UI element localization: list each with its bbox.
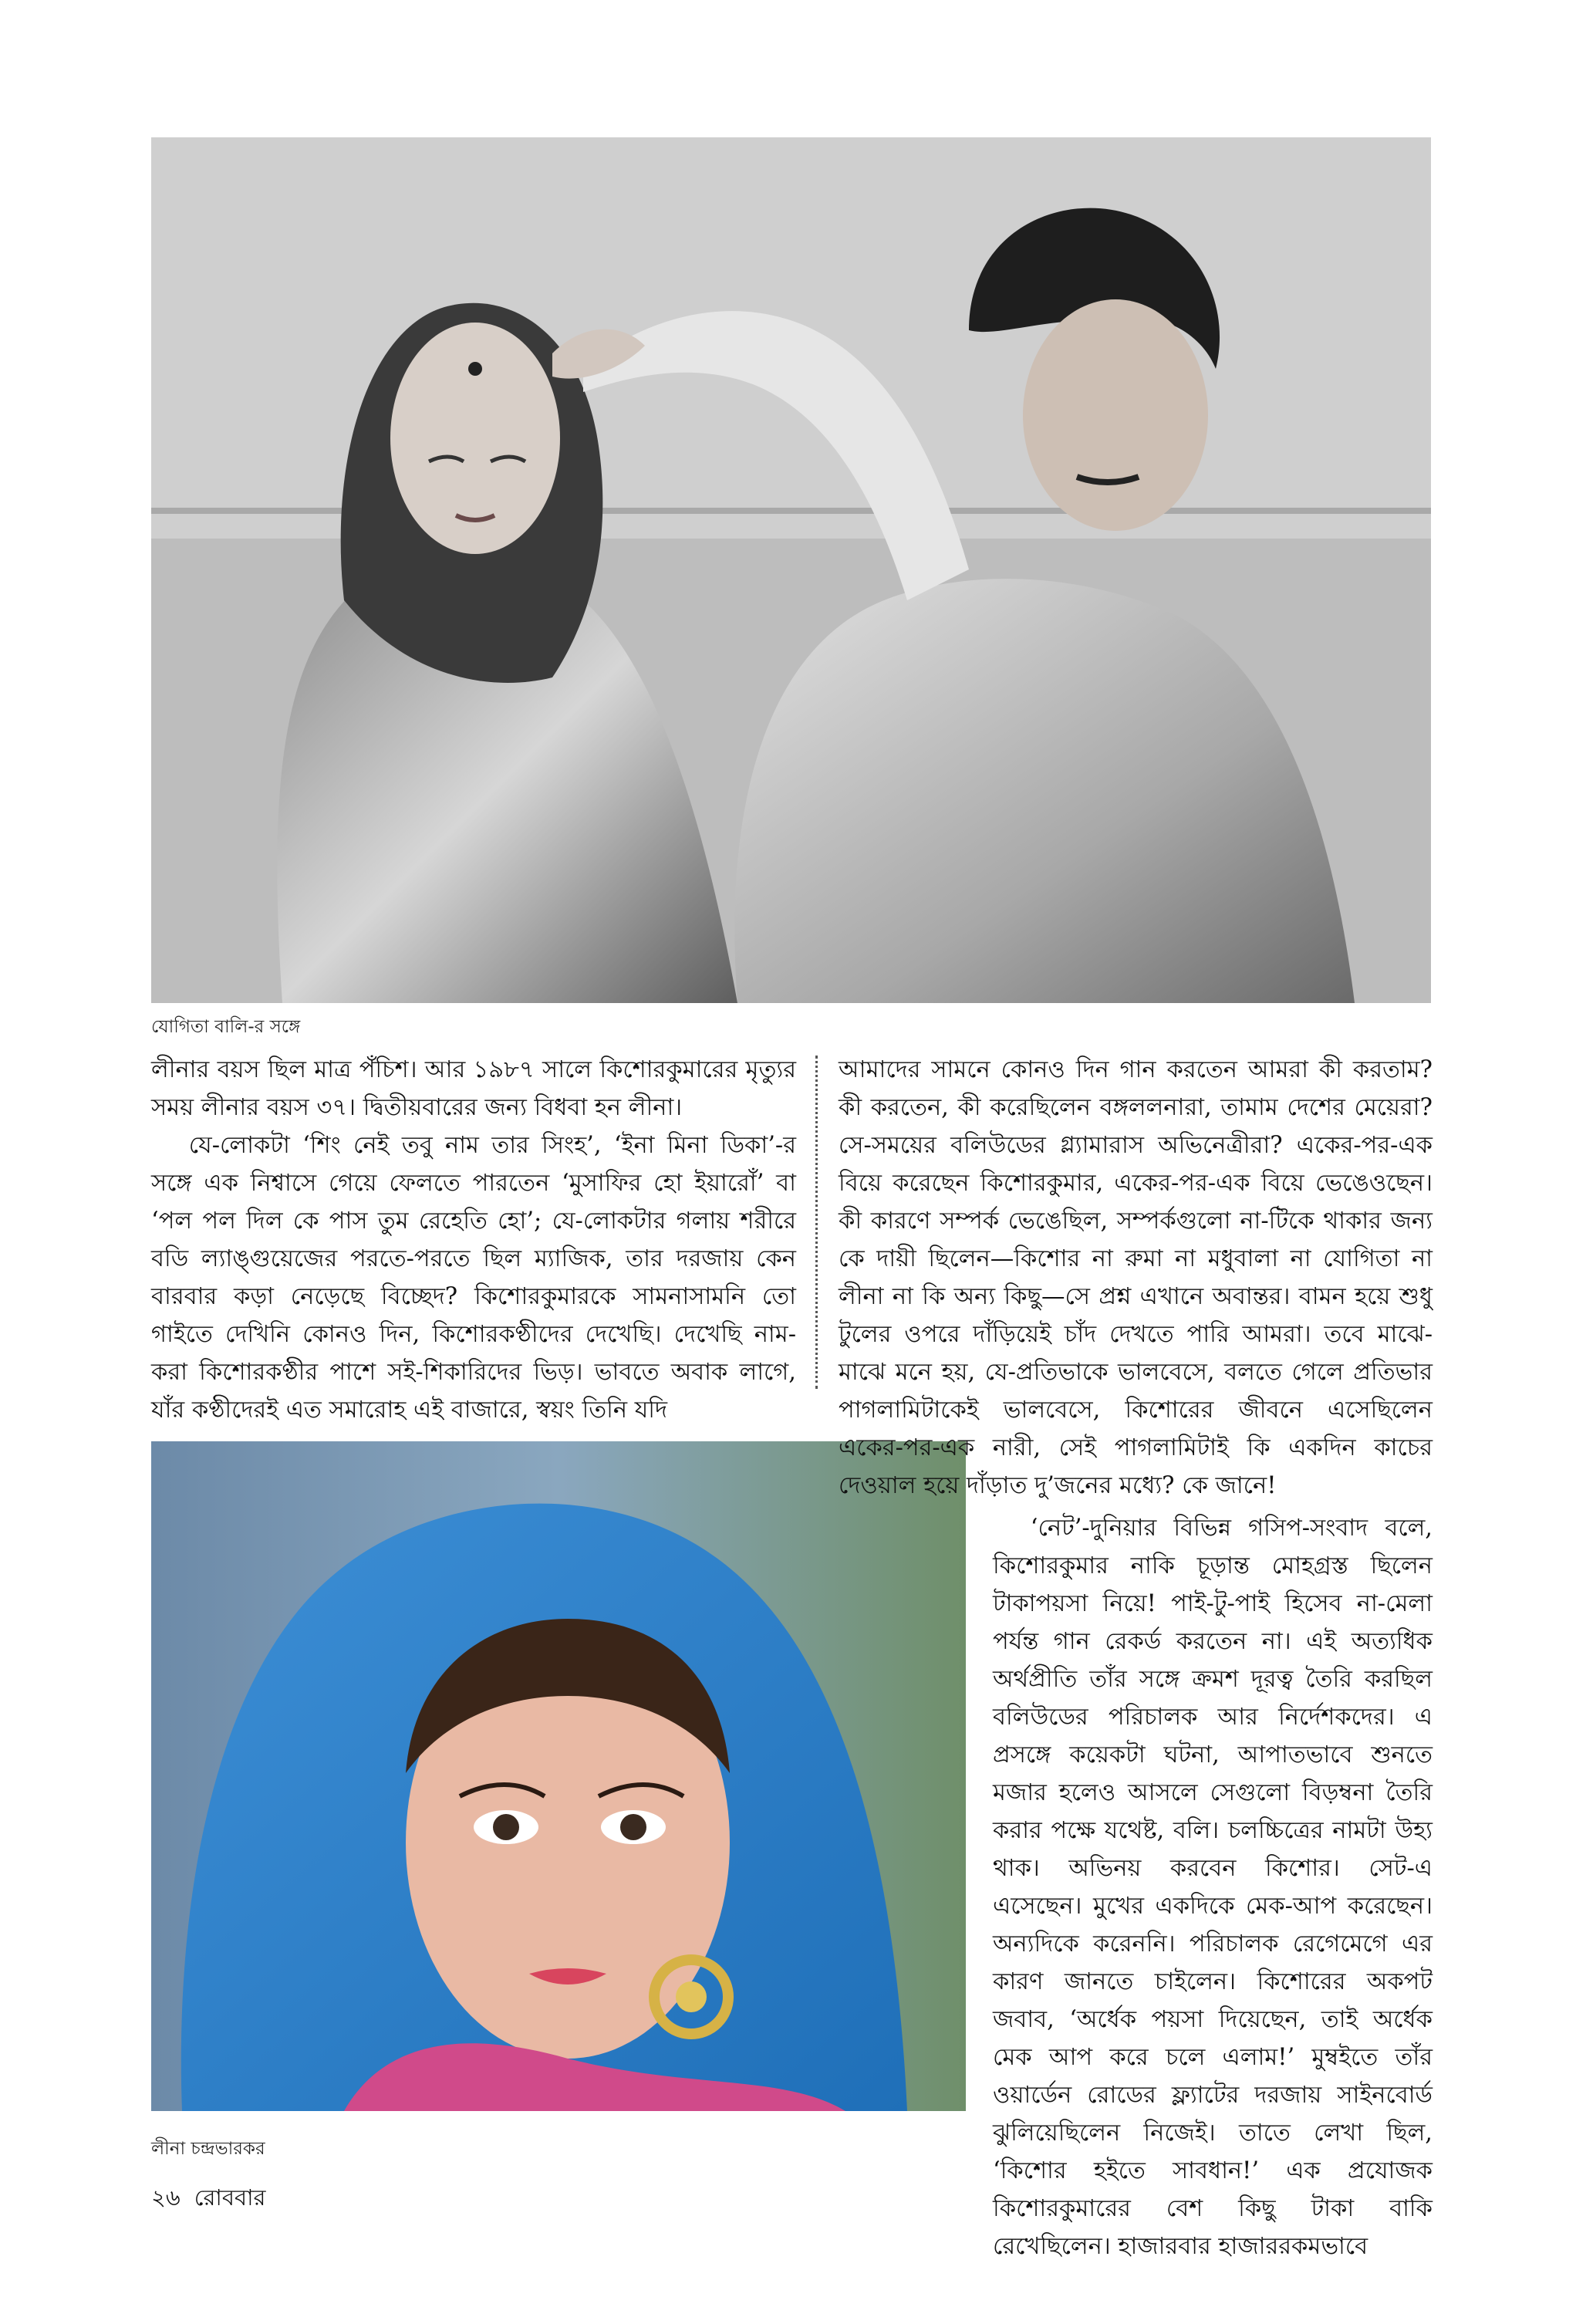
column-divider (815, 1056, 818, 1389)
left-paragraph-2: যে-লোকটা ‘শিং নেই তবু নাম তার সিংহ’, ‘ইনা মিনা ডিকা’-র সঙ্গে এক নিশ্বাসে গেয়ে ফেলতে পারতেন ‘মুসাফির হো ইয়ারোঁ’ বা ‘পল পল দিল কে পাস তুম রেহেতি হো’; যে-লোকটার গলায় শরীরে বডি ল্যাঙ্গুয়েজের পরতে-পরতে ছিল ম্যাজিক, তার দরজায় কেন বারবার কড়া নেড়েছে বিচ্ছেদ? কিশোরকুমারকে সামনাসামনি তো গাইতে দেখিনি কোনও দিন, কিশোরকণ্ঠীদের দেখেছি। দেখেছি নাম-করা কিশোরকণ্ঠীর পাশে সই-শিকারিদের ভিড়। ভাবতে অবাক লাগে, যাঁর কণ্ঠীদেরই এত সমারোহ এই বাজারে, স্বয়ং তিনি যদি (151, 1132, 796, 1424)
magazine-name: রোববার (194, 2184, 266, 2211)
top-photo (151, 137, 1431, 1003)
photo-portrait-color (151, 1441, 966, 2111)
bottom-photo-caption: লীনা চন্দ্রভারকর (151, 2139, 265, 2159)
article-left-column (151, 1051, 796, 1429)
article-right-column-lower (993, 1509, 1433, 2265)
right-paragraph-2: ‘নেট’-দুনিয়ার বিভিন্ন গসিপ-সংবাদ বলে, কিশোরকুমার নাকি চূড়ান্ত মোহগ্রস্ত ছিলেন টাকাপয়সা নিয়ে! পাই-টু-পাই হিসেব না-মেলা পর্যন্ত গান রেকর্ড করতেন না। এই অত্যধিক অর্থপ্রীতি তাঁর সঙ্গে ক্রমশ দূরত্ব তৈরি করছিল বলিউডের পরিচালক আর নির্দেশকদের। এ প্রসঙ্গে কয়েকটা ঘটনা, আপাতভাবে শুনতে মজার হলেও আসলে সেগুলো বিড়ম্বনা তৈরি করার পক্ষে যথেষ্ট, বলি। চলচ্চিত্রের নামটা উহ্য থাক। অভিনয় করবেন কিশোর। সেট-এ এসেছেন। মুখের একদিকে মেক-আপ করেছেন। অন্যদিকে করেননি। পরিচালক রেগেমেগে এর কারণ জানতে চাইলেন। কিশোরের অকপট জবাব, ‘অর্ধেক পয়সা দিয়েছেন, তাই অর্ধেক মেক আপ করে চলে এলাম!’ মুম্বইতে তাঁর ওয়ার্ডেন রোডের ফ্ল্যাটের দরজায় সাইনবোর্ড ঝুলিয়েছিলেন নিজেই। তাতে লেখা ছিল, ‘কিশোর হইতে সাবধান!’ এক প্রযোজক কিশোরকুমারের বেশ কিছু টাকা বাকি রেখেছিলেন। হাজারবার হাজাররকমভাবে (993, 1515, 1433, 2260)
top-photo-caption: যোগিতা বালি-র সঙ্গে (151, 1017, 301, 1037)
photo-couple-bw (151, 137, 1431, 1003)
bottom-photo (151, 1441, 966, 2111)
left-paragraph-1: লীনার বয়স ছিল মাত্র পঁচিশ। আর ১৯৮৭ সালে কিশোরকুমারের মৃত্যুর সময় লীনার বয়স ৩৭। দ্বিতীয়বারের জন্য বিধবা হন লীনা। (151, 1056, 796, 1121)
right-paragraph-1: আমাদের সামনে কোনও দিন গান করতেন আমরা কী করতাম? কী করতেন, কী করেছিলেন বঙ্গললনারা, তামাম দেশের মেয়েরা? সে-সময়ের বলিউডের গ্ল্যামারাস অভিনেত্রীরা? একের-পর-এক বিয়ে করেছেন কিশোরকুমার, একের-পর-এক বিয়ে ভেঙেওছেন। কী কারণে সম্পর্ক ভেঙেছিল, সম্পর্কগুলো না-টিকে থাকার জন্য কে দায়ী ছিলেন—কিশোর না রুমা না মধুবালা না যোগিতা না লীনা না কি অন্য কিছু—সে প্রশ্ন এখানে অবান্তর। বামন হয়ে শুধু টুলের ওপরে দাঁড়িয়েই চাঁদ দেখতে পারি আমরা। তবে মাঝে-মাঝে মনে হয়, যে-প্রতিভাকে ভালবেসে, বলতে গেলে প্রতিভার পাগলামিটাকেই ভালবেসে, কিশোরের জীবনে এসেছিলেন একের-পর-এক নারী, সেই পাগলামিটাই কি একদিন কাচের দেওয়াল হয়ে দাঁড়াত দু’জনের মধ্যে? কে জানে! (839, 1056, 1433, 1499)
article-right-column (839, 1051, 1433, 1513)
page-number: ২৬ (151, 2184, 181, 2211)
page-footer (151, 2180, 280, 2218)
